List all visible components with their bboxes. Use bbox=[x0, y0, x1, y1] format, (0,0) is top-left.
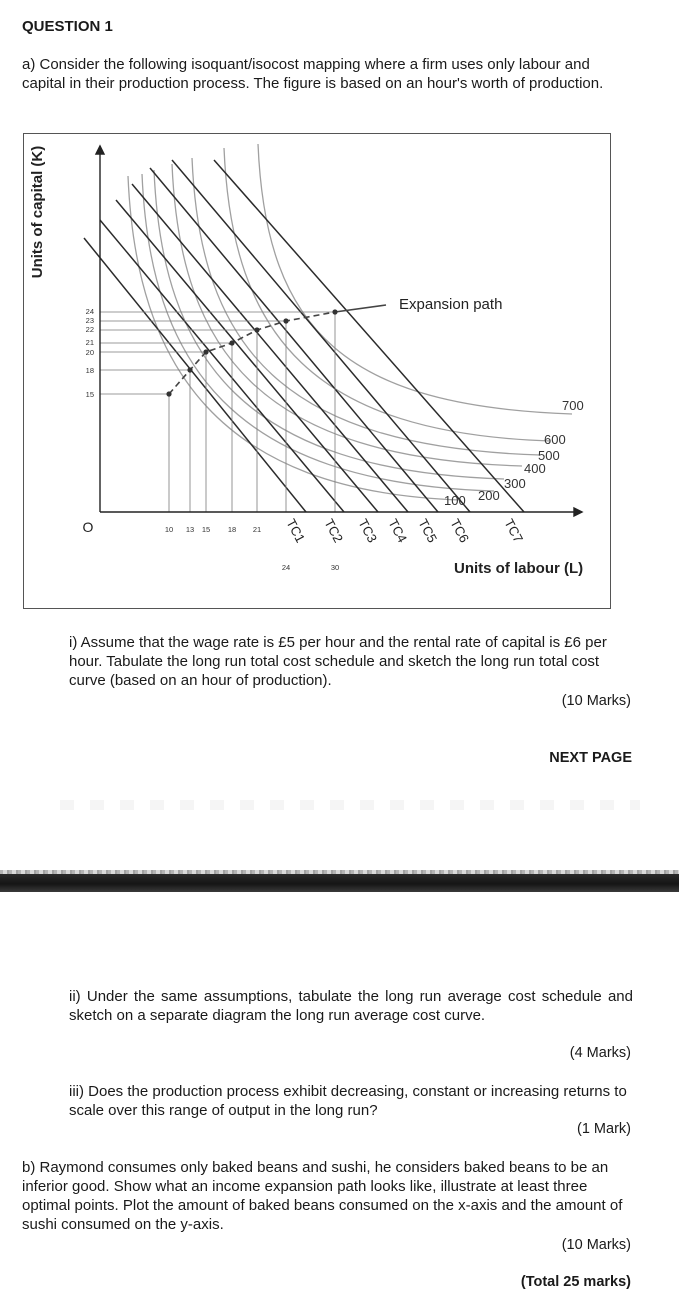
isoquant-600 bbox=[224, 148, 550, 441]
isoquant-label-600: 600 bbox=[544, 432, 566, 447]
isoquant-label-200: 200 bbox=[478, 488, 500, 503]
isoquant-label-700: 700 bbox=[562, 398, 584, 413]
isoquant-label-500: 500 bbox=[538, 448, 560, 463]
x-axis-arrow bbox=[574, 508, 582, 516]
y-tick-label-23: 23 bbox=[85, 316, 94, 325]
part-ii-marks: (4 Marks) bbox=[569, 1045, 631, 1061]
part-b-marks: (10 Marks) bbox=[561, 1237, 631, 1253]
x-tick-label-24: 24 bbox=[281, 563, 291, 572]
y-tick-label-15: 15 bbox=[85, 390, 94, 399]
optimal-point-4 bbox=[229, 340, 234, 345]
optimal-point-6 bbox=[283, 318, 288, 323]
x-tick-label-10: 10 bbox=[164, 525, 174, 534]
isocost-line-5 bbox=[150, 168, 438, 512]
optimal-point-7 bbox=[332, 309, 337, 314]
part-a-intro: a) Consider the following isoquant/isocost mapping where a firm uses only labour and capital in their production process. The figure is based on an hour's worth of production. bbox=[22, 56, 604, 92]
isocost-line-2 bbox=[100, 220, 344, 512]
next-page-label: NEXT PAGE bbox=[549, 750, 632, 766]
y-tick-label-21: 21 bbox=[85, 338, 94, 347]
optimal-point-3 bbox=[203, 349, 208, 354]
figure-box bbox=[23, 133, 611, 609]
isocost-label-4: TC4 bbox=[385, 516, 411, 546]
x-tick-label-21: 21 bbox=[252, 525, 262, 534]
isoquant-label-400: 400 bbox=[524, 461, 546, 476]
x-tick-label-18: 18 bbox=[227, 525, 237, 534]
isocost-label-7: TC7 bbox=[501, 516, 527, 546]
y-tick-label-24: 24 bbox=[85, 307, 94, 316]
faded-bleed-text bbox=[60, 800, 640, 810]
optimal-point-1 bbox=[166, 391, 171, 396]
part-i-text: i) Assume that the wage rate is £5 per hour and the rental rate of capital is £6 per hour. Tabulate the long run total cost schedule and sketch the long run total cost curve (based on an hour of production). bbox=[69, 634, 607, 689]
y-tick-label-18: 18 bbox=[85, 366, 94, 375]
isoquant-300 bbox=[154, 170, 504, 479]
page-break-strip bbox=[0, 874, 679, 892]
optimal-point-5 bbox=[254, 327, 259, 332]
x-tick-label-30: 30 bbox=[330, 563, 340, 572]
y-axis-arrow bbox=[96, 146, 104, 154]
isocost-label-5: TC5 bbox=[415, 516, 441, 546]
optimal-point-2 bbox=[187, 367, 192, 372]
y-tick-label-20: 20 bbox=[85, 348, 94, 357]
isocost-label-1: TC1 bbox=[283, 516, 309, 546]
part-i-marks: (10 Marks) bbox=[561, 693, 631, 709]
isocost-line-6 bbox=[172, 160, 470, 512]
question-title: QUESTION 1 bbox=[22, 18, 113, 35]
total-marks: (Total 25 marks) bbox=[520, 1274, 631, 1290]
isoquant-700 bbox=[258, 144, 572, 414]
x-tick-label-15: 15 bbox=[201, 525, 211, 534]
isocost-label-6: TC6 bbox=[447, 516, 473, 546]
part-iii-text: iii) Does the production process exhibit decreasing, constant or increasing returns to scale over this range of output in the long run? bbox=[69, 1083, 627, 1119]
isocost-label-3: TC3 bbox=[355, 516, 381, 546]
y-axis-label: Units of capital (K) bbox=[29, 145, 46, 279]
part-ii-text: ii) Under the same assumptions, tabulate the long run average cost schedule and sketch on a separate diagram the long run average cost curve. bbox=[69, 988, 633, 1024]
isoquant-isocost-chart bbox=[24, 134, 612, 610]
part-b-text: b) Raymond consumes only baked beans and sushi, he considers baked beans to be an inferior good. Show what an income expansion path looks like, illustrate at least three optimal points. Plot the amount of baked beans consumed on the x-axis and the amount of sushi consumed on the y-axis. bbox=[22, 1159, 623, 1233]
part-iii-marks: (1 Mark) bbox=[577, 1121, 631, 1137]
x-axis-label: Units of labour (L) bbox=[454, 560, 584, 577]
y-tick-label-22: 22 bbox=[85, 325, 94, 334]
isoquant-label-100: 100 bbox=[444, 493, 466, 508]
isoquant-label-300: 300 bbox=[504, 476, 526, 491]
expansion-path-label: Expansion path bbox=[399, 296, 503, 313]
x-tick-label-13: 13 bbox=[185, 525, 195, 534]
isocost-label-2: TC2 bbox=[321, 516, 347, 546]
origin-label: O bbox=[82, 519, 94, 535]
